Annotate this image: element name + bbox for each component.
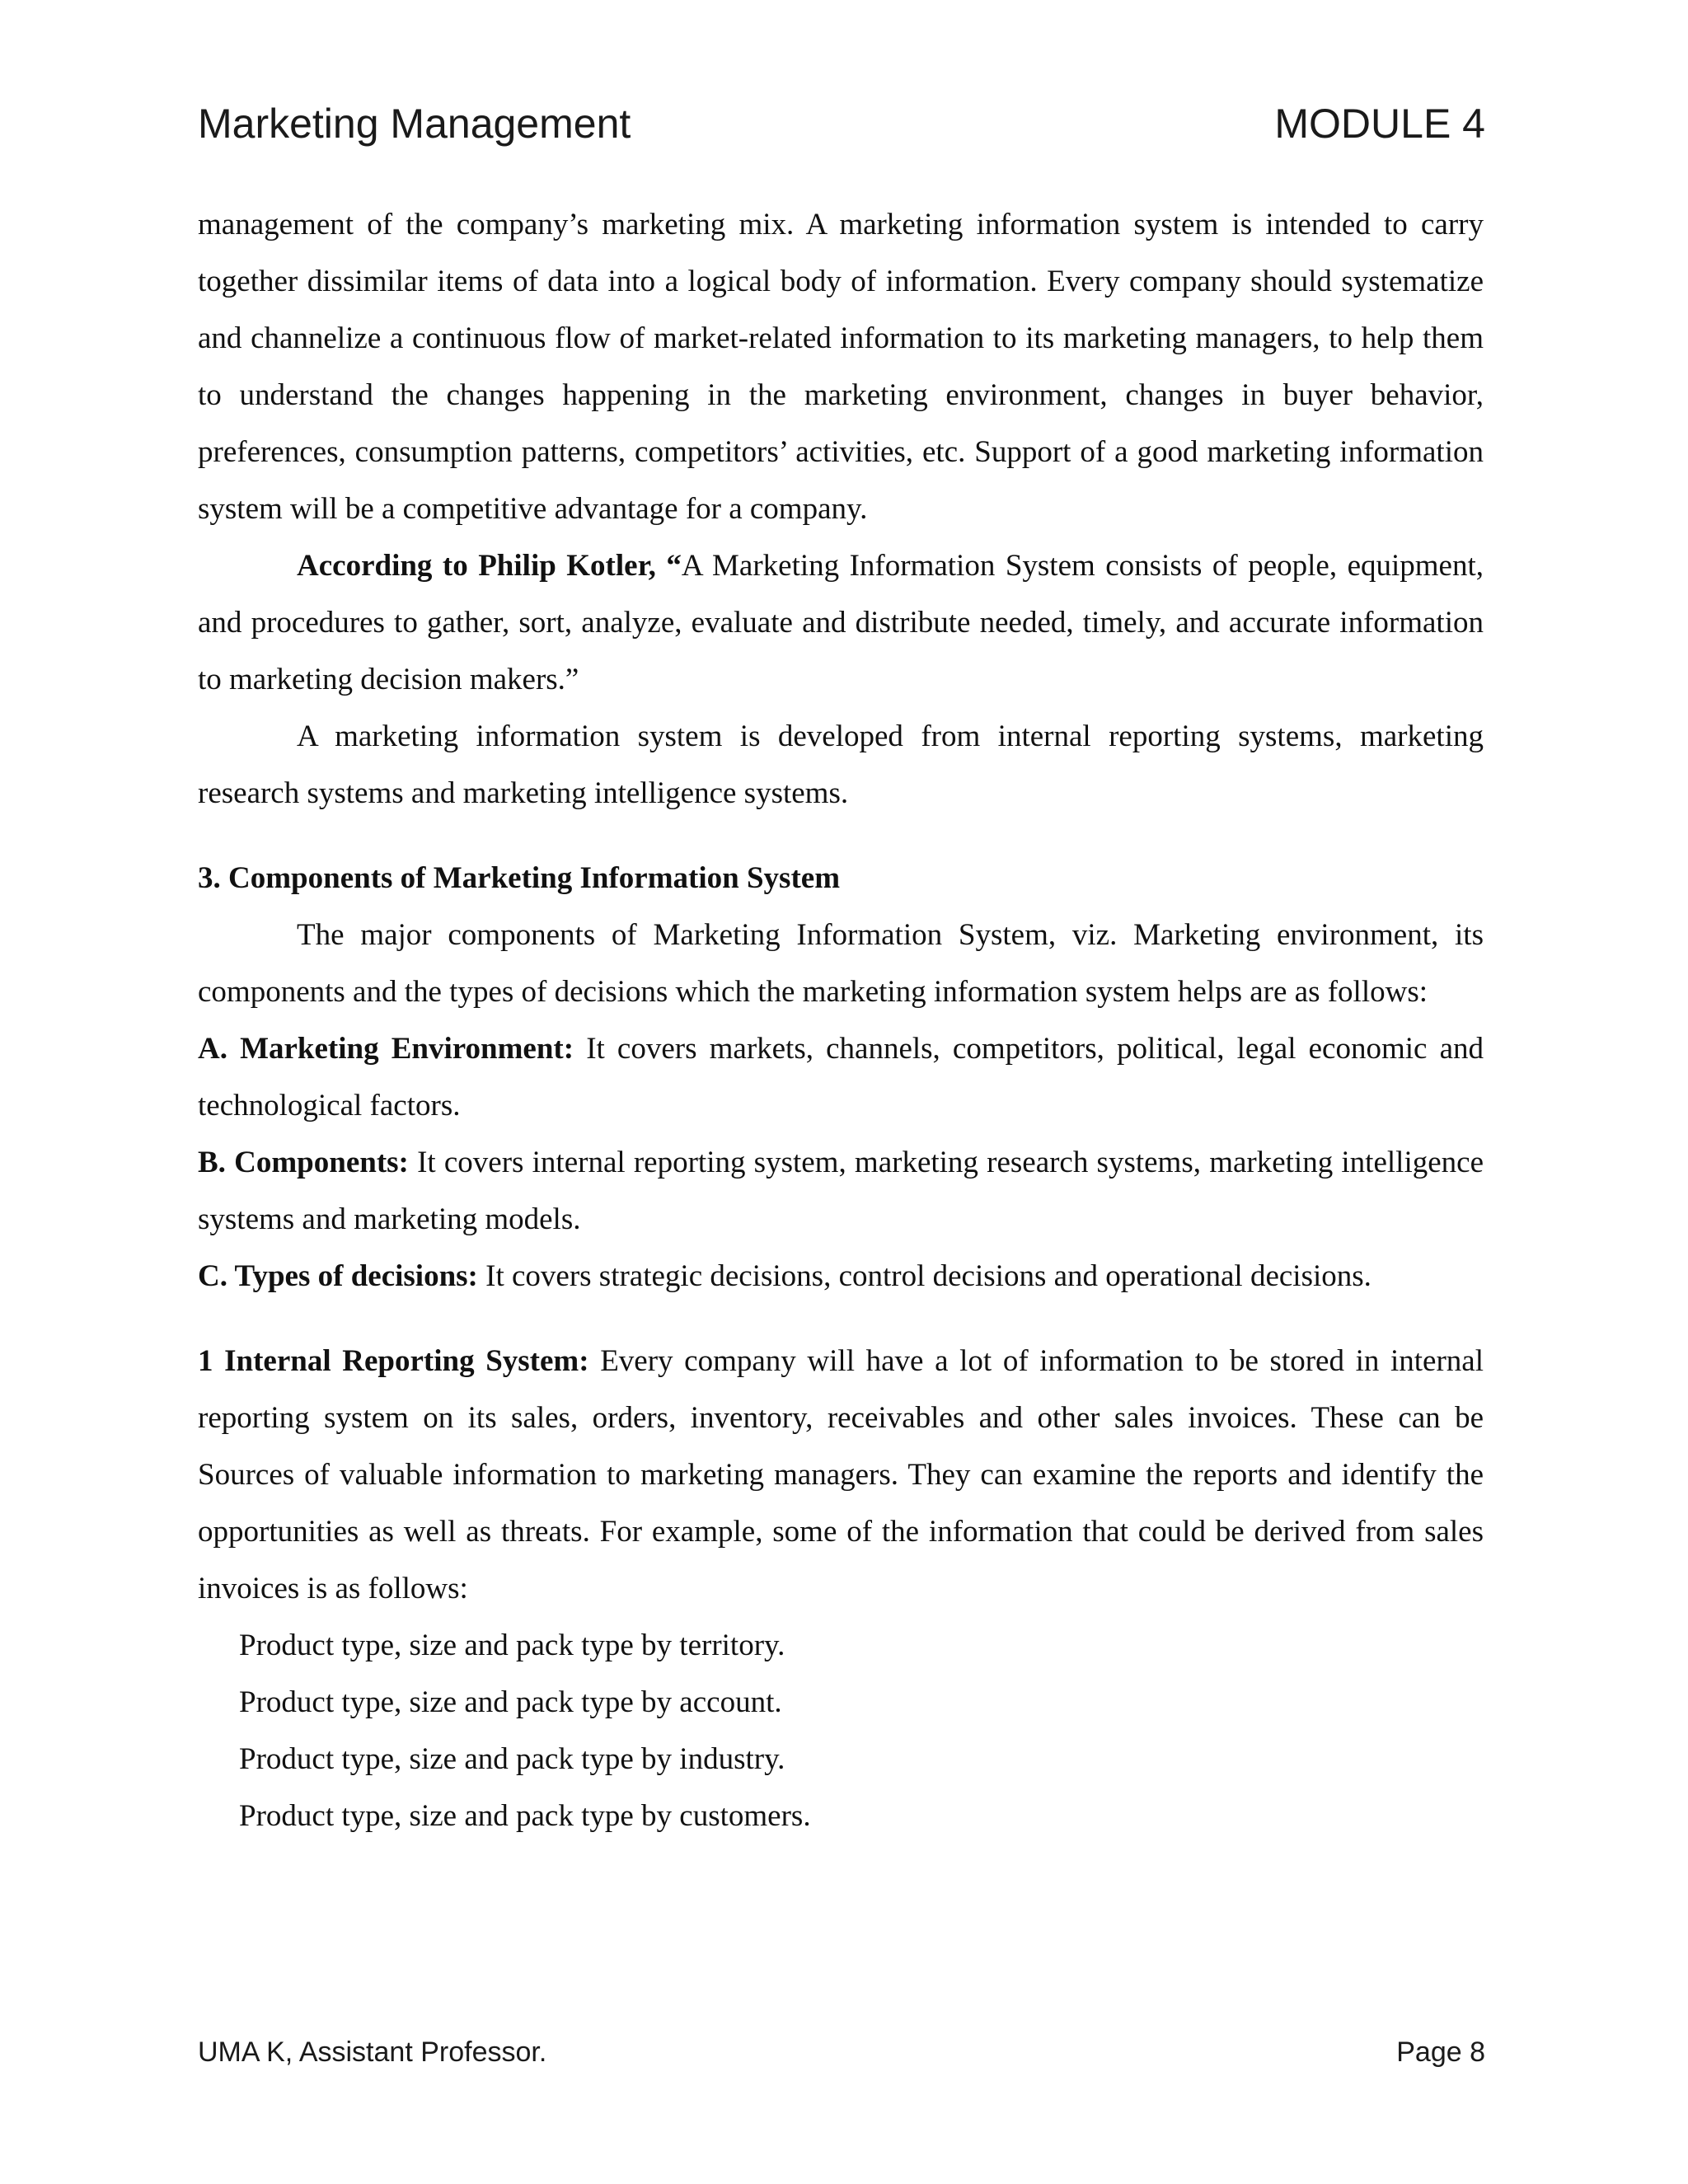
paragraph-mis-development: A marketing information system is developed from internal reporting systems, marketing research systems and marketing intelligence systems. bbox=[198, 719, 1484, 810]
list-item: Product type, size and pack type by industry. bbox=[239, 1742, 785, 1776]
item-b-label: B. Components: bbox=[198, 1146, 409, 1179]
irs-text: Every company will have a lot of information to be stored in internal reporting system on its sales, orders, inventory, receivables and other sales invoices. These can be Sources of valuable information to marketing managers. They can examine the reports and identify the opportunities as well as threats. For example, some of the information that could be derived from sales invoices is as follows: bbox=[198, 1344, 1484, 1605]
paragraph-section-intro: The major components of Marketing Information System, viz. Marketing environment, its components and the types of decisions which the marketing information system helps are as follows: bbox=[198, 918, 1484, 1009]
section-heading: 3. Components of Marketing Information System bbox=[198, 861, 841, 895]
invoice-info-list bbox=[198, 1617, 1484, 1844]
item-c-text: It covers strategic decisions, control decisions and operational decisions. bbox=[477, 1259, 1372, 1293]
list-item: Product type, size and pack type by customers. bbox=[239, 1799, 811, 1833]
header-module: MODULE 4 bbox=[1274, 101, 1485, 147]
item-marketing-environment bbox=[198, 1020, 1484, 1134]
item-c-label: C. Types of decisions: bbox=[198, 1259, 478, 1293]
footer-author: UMA K, Assistant Professor. bbox=[198, 2036, 547, 2068]
item-components bbox=[198, 1134, 1484, 1248]
paragraph-kotler-definition bbox=[198, 537, 1484, 708]
item-a-text: It covers markets, channels, competitors, political, legal economic and technological factors. bbox=[198, 1032, 1484, 1122]
header-title: Marketing Management bbox=[198, 101, 631, 147]
body-text bbox=[198, 196, 1484, 1844]
irs-label: 1 Internal Reporting System: bbox=[198, 1344, 589, 1378]
item-b-text: It covers internal reporting system, marketing research systems, marketing intelligence systems and marketing models. bbox=[198, 1146, 1484, 1236]
item-a-label: A. Marketing Environment: bbox=[198, 1032, 574, 1066]
kotler-quote: A Marketing Information System consists of people, equipment, and procedures to gather, sort, analyze, evaluate and distribute needed, timely, and accurate information to marketing decision makers.” bbox=[198, 549, 1484, 696]
list-item: Product type, size and pack type by account. bbox=[239, 1685, 782, 1719]
kotler-lead: According to Philip Kotler, “ bbox=[297, 549, 682, 583]
item-types-of-decisions bbox=[198, 1248, 1484, 1305]
paragraph-mis-intro: management of the company’s marketing mix. A marketing information system is intended to carry together dissimilar items of data into a logical body of information. Every company should systematize and channelize a continuous flow of market-related information to its marketing managers, to help them to understand the changes happening in the marketing environment, changes in buyer behavior, preferences, consumption patterns, competitors’ activities, etc. Support of a good marketing information system will be a competitive advantage for a company. bbox=[198, 208, 1484, 526]
paragraph-internal-reporting bbox=[198, 1333, 1484, 1617]
list-item: Product type, size and pack type by territory. bbox=[239, 1629, 785, 1662]
footer-page-number: Page 8 bbox=[1396, 2036, 1485, 2068]
